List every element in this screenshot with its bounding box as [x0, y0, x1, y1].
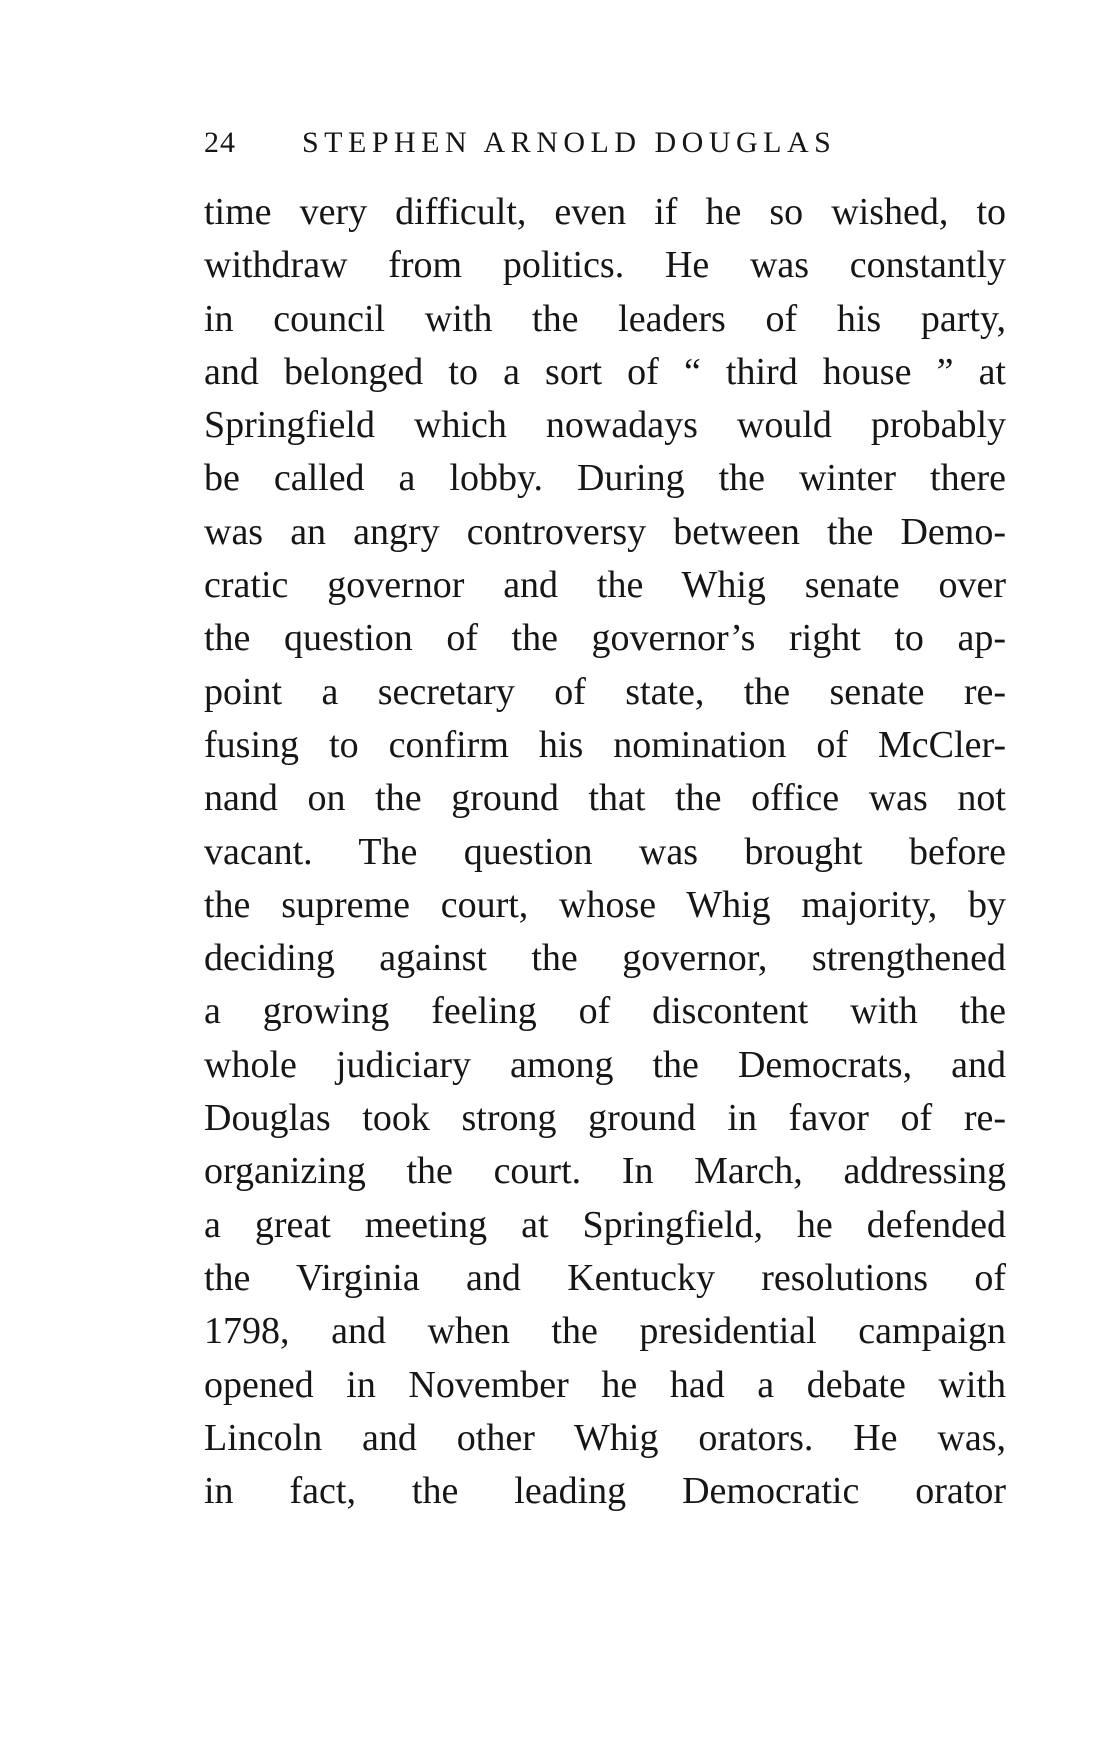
text-line: cratic governor and the Whig senate over: [204, 564, 1006, 607]
text-line: 1798, and when the presidential campaign: [204, 1310, 1006, 1353]
text-line: vacant. The question was brought before: [204, 830, 1006, 873]
text-line: the Virginia and Kentucky resolutions of: [204, 1256, 1006, 1299]
text-line: a great meeting at Springfield, he defended: [204, 1203, 1006, 1246]
text-line: Lincoln and other Whig orators. He was,: [204, 1416, 1006, 1459]
text-line: Springfield which nowadays would probably: [204, 404, 1006, 447]
text-line: the question of the governor’s right to ap-: [204, 617, 1006, 660]
text-line: point a secretary of state, the senate re-: [204, 670, 1006, 713]
text-line: time very difficult, even if he so wished, to: [204, 191, 1006, 233]
text-line: the supreme court, whose Whig majority, by: [204, 883, 1006, 926]
page-number: 24: [204, 126, 236, 159]
text-line: be called a lobby. During the winter there: [204, 457, 1006, 500]
text-line: and belonged to a sort of “ third house ” at: [204, 350, 1006, 393]
text-line: Douglas took strong ground in favor of re-: [204, 1097, 1006, 1140]
text-line: in fact, the leading Democratic orator: [204, 1470, 1006, 1513]
text-line: whole judiciary among the Democrats, and: [204, 1043, 1006, 1086]
text-line: nand on the ground that the office was not: [204, 777, 1006, 820]
text-line: organizing the court. In March, addressing: [204, 1150, 1006, 1193]
text-line: deciding against the governor, strengthened: [204, 937, 1006, 980]
running-head: [204, 123, 1006, 163]
text-line: a growing feeling of discontent with the: [204, 990, 1006, 1033]
text-line: fusing to confirm his nomination of McCler-: [204, 723, 1006, 766]
text-line: opened in November he had a debate with: [204, 1363, 1006, 1406]
text-line: withdraw from politics. He was constantly: [204, 244, 1006, 287]
body-text: [204, 186, 1006, 1518]
text-line: was an angry controversy between the Demo-: [204, 510, 1006, 553]
text-line: in council with the leaders of his party,: [204, 297, 1006, 340]
book-title: STEPHEN ARNOLD DOUGLAS: [302, 126, 837, 159]
